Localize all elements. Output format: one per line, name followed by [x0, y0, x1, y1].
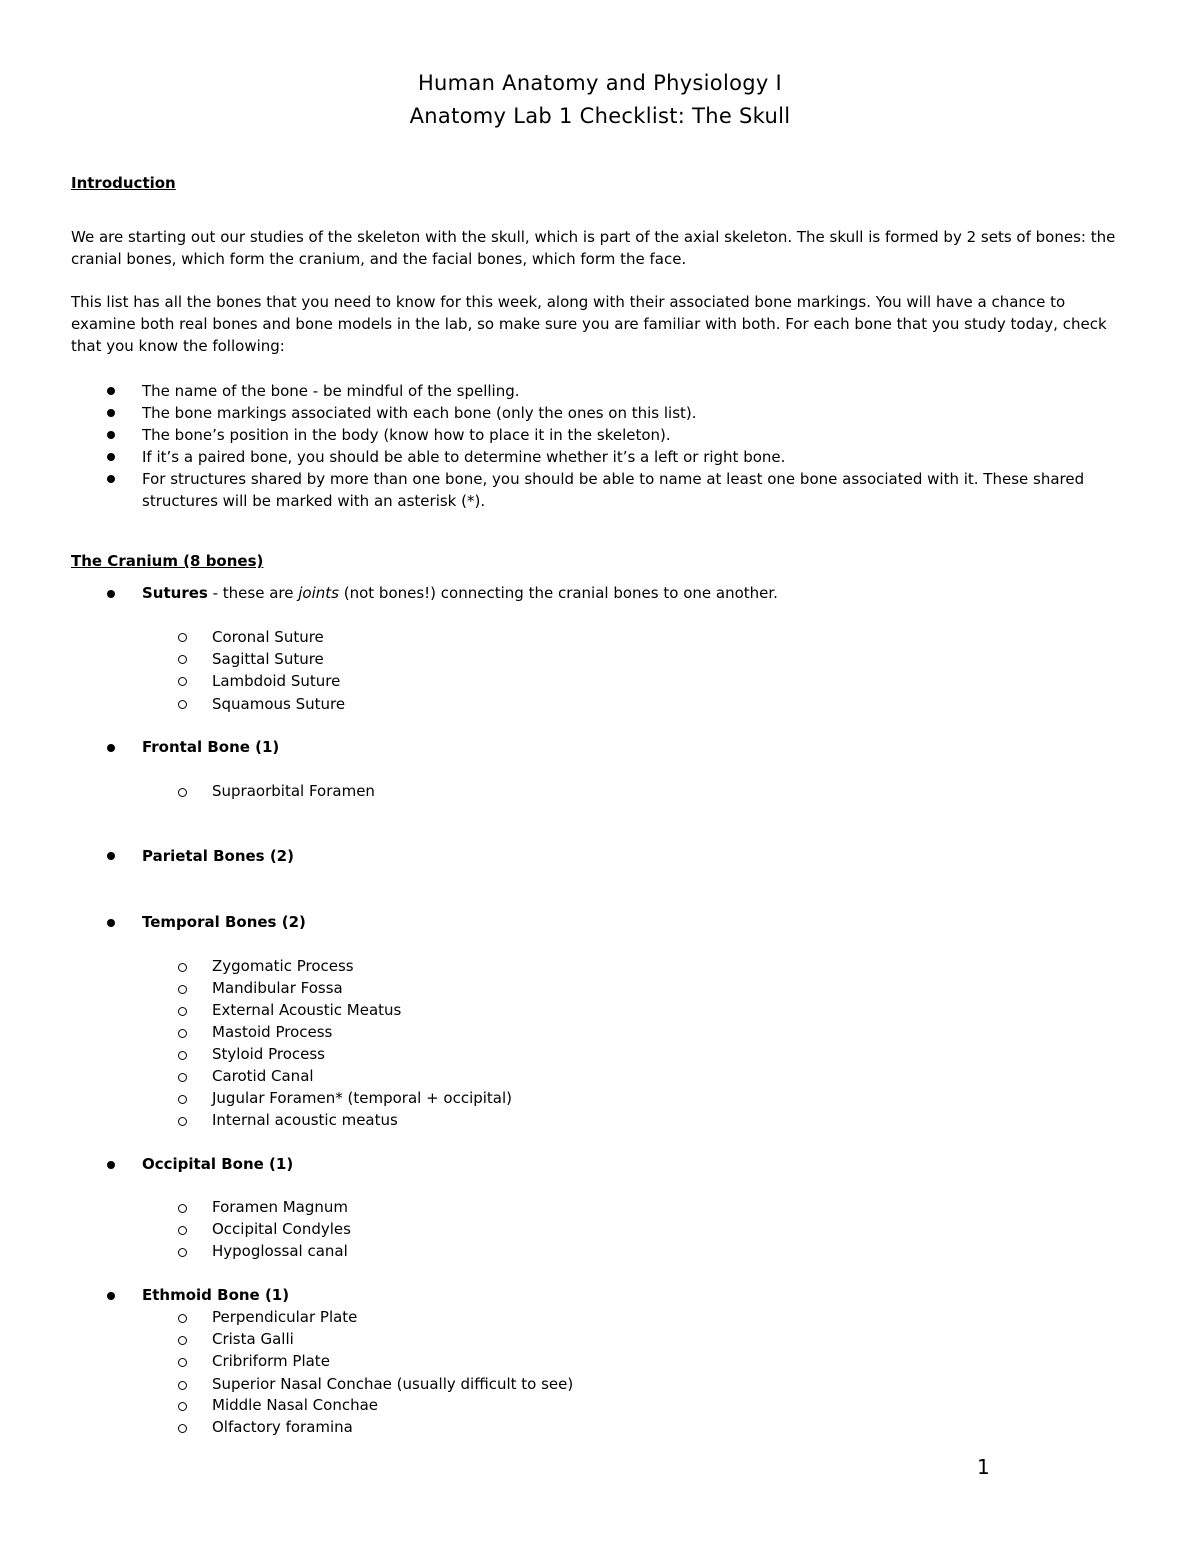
ethmoid-bone-label: Ethmoid Bone (1)	[142, 1286, 290, 1304]
circle-bullet-icon	[178, 677, 187, 686]
intro-paragraph-1: We are starting out our studies of the skeleton with the skull, which is part of the axial skeleton. The skull is formed by 2 sets of bones: the cranial bones, which form the cranium, and the facial bones, which form the face.	[71, 228, 1116, 268]
circle-bullet-icon	[178, 1248, 187, 1257]
bullet-icon	[107, 431, 115, 439]
circle-bullet-icon	[178, 1051, 187, 1060]
circle-bullet-icon	[178, 1381, 187, 1390]
sutures-item	[142, 582, 778, 604]
sutures-desc-italic: joints	[298, 584, 339, 602]
circle-bullet-icon	[178, 1029, 187, 1038]
page-number: 1	[977, 1455, 990, 1479]
introduction-heading: Introduction	[71, 174, 176, 192]
list-item: Foramen Magnum	[212, 1198, 349, 1216]
bullet-icon	[107, 1161, 115, 1169]
bullet-icon	[107, 1292, 115, 1300]
circle-bullet-icon	[178, 700, 187, 709]
circle-bullet-icon	[178, 1336, 187, 1345]
bullet-icon	[107, 919, 115, 927]
list-item: Jugular Foramen* (temporal + occipital)	[212, 1089, 513, 1107]
list-item: Superior Nasal Conchae (usually difficult to see)	[212, 1375, 574, 1393]
bullet-icon	[107, 590, 115, 598]
list-item: Perpendicular Plate	[212, 1308, 358, 1326]
list-item: Styloid Process	[212, 1045, 325, 1063]
bullet-icon	[107, 475, 115, 483]
parietal-bones-label: Parietal Bones (2)	[142, 847, 294, 865]
circle-bullet-icon	[178, 1402, 187, 1411]
list-item: Olfactory foramina	[212, 1418, 353, 1436]
circle-bullet-icon	[178, 1117, 187, 1126]
list-item: Zygomatic Process	[212, 957, 354, 975]
circle-bullet-icon	[178, 963, 187, 972]
intro-bullet: The name of the bone - be mindful of the spelling.	[142, 382, 520, 400]
circle-bullet-icon	[178, 1095, 187, 1104]
temporal-bones-label: Temporal Bones (2)	[142, 913, 306, 931]
sutures-desc-post: (not bones!) connecting the cranial bones to one another.	[338, 584, 778, 602]
cranium-heading: The Cranium (8 bones)	[71, 552, 264, 570]
circle-bullet-icon	[178, 1358, 187, 1367]
list-item: Mandibular Fossa	[212, 979, 343, 997]
intro-bullet: For structures shared by more than one bone, you should be able to name at least one bone associated with it. These shared structures will be marked with an asterisk (*).	[142, 470, 1085, 510]
circle-bullet-icon	[178, 1424, 187, 1433]
circle-bullet-icon	[178, 1314, 187, 1323]
list-item: Sagittal Suture	[212, 650, 324, 668]
list-item: Crista Galli	[212, 1330, 294, 1348]
list-item: Occipital Condyles	[212, 1220, 351, 1238]
intro-bullet: If it’s a paired bone, you should be able to determine whether it’s a left or right bone.	[142, 448, 786, 466]
list-item: Middle Nasal Conchae	[212, 1396, 379, 1414]
circle-bullet-icon	[178, 1226, 187, 1235]
bullet-icon	[107, 409, 115, 417]
list-item: Coronal Suture	[212, 628, 324, 646]
list-item: Cribriform Plate	[212, 1352, 330, 1370]
list-item: Squamous Suture	[212, 695, 346, 713]
intro-bullet: The bone’s position in the body (know how to place it in the skeleton).	[142, 426, 671, 444]
document-subtitle: Anatomy Lab 1 Checklist: The Skull	[409, 104, 791, 128]
list-item: Internal acoustic meatus	[212, 1111, 398, 1129]
document-title: Human Anatomy and Physiology I	[417, 71, 783, 95]
circle-bullet-icon	[178, 788, 187, 797]
list-item: Hypoglossal canal	[212, 1242, 348, 1260]
bullet-icon	[107, 453, 115, 461]
list-item: Lambdoid Suture	[212, 672, 341, 690]
circle-bullet-icon	[178, 655, 187, 664]
circle-bullet-icon	[178, 1204, 187, 1213]
occipital-bone-label: Occipital Bone (1)	[142, 1155, 294, 1173]
circle-bullet-icon	[178, 985, 187, 994]
bullet-icon	[107, 744, 115, 752]
intro-bullet: The bone markings associated with each bone (only the ones on this list).	[142, 404, 697, 422]
bullet-icon	[107, 852, 115, 860]
list-item: Mastoid Process	[212, 1023, 333, 1041]
sutures-label: Sutures	[142, 584, 208, 602]
bullet-icon	[107, 387, 115, 395]
list-item: Carotid Canal	[212, 1067, 314, 1085]
intro-paragraph-2: This list has all the bones that you need to know for this week, along with their associated bone markings. You will have a chance to examine both real bones and bone models in the lab, so make sure you are familiar with both. For each bone that you study today, check that you know the following:	[71, 293, 1107, 355]
list-item: Supraorbital Foramen	[212, 782, 375, 800]
circle-bullet-icon	[178, 633, 187, 642]
circle-bullet-icon	[178, 1073, 187, 1082]
sutures-desc-pre: - these are	[207, 584, 299, 602]
frontal-bone-label: Frontal Bone (1)	[142, 738, 280, 756]
circle-bullet-icon	[178, 1007, 187, 1016]
list-item: External Acoustic Meatus	[212, 1001, 402, 1019]
